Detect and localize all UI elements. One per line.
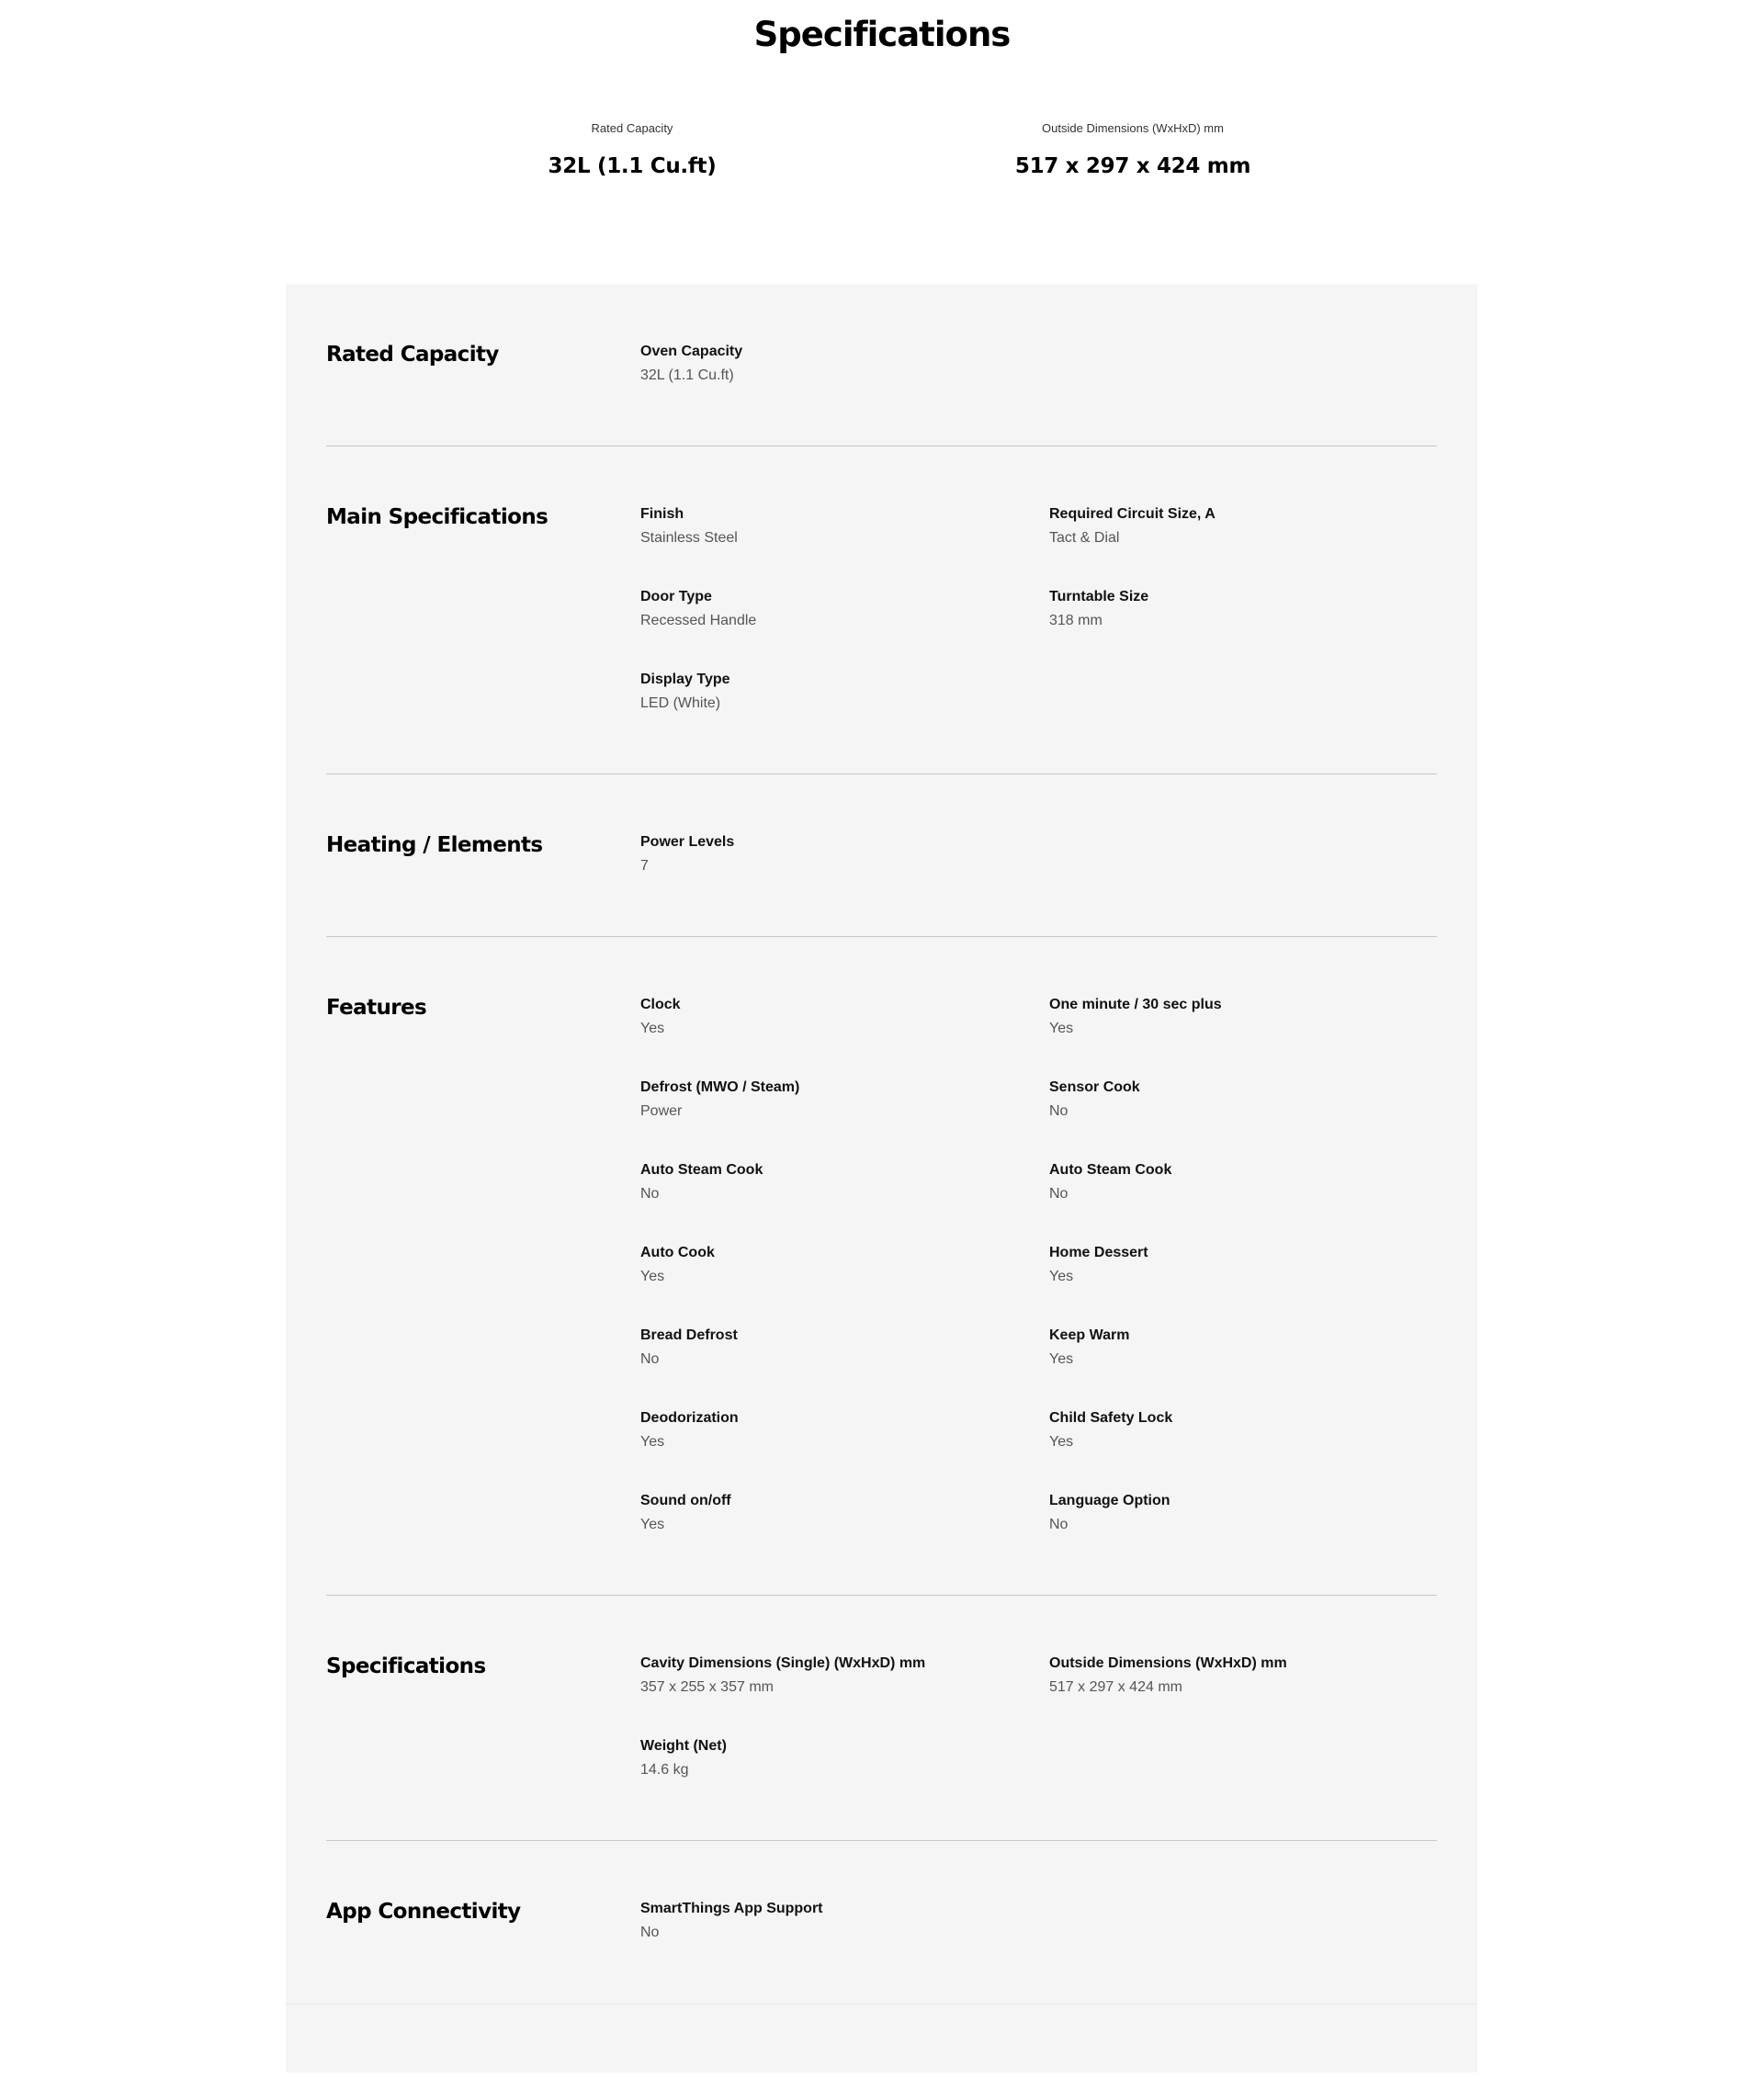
- spec-group-rated-capacity: [326, 284, 1437, 446]
- summary-item-outside-dimensions: [940, 119, 1326, 182]
- group-title: Main Specifications: [326, 505, 548, 529]
- spec-label: Display Type: [640, 672, 730, 687]
- spec-value: Yes: [640, 1517, 665, 1532]
- spec-label: Auto Cook: [640, 1245, 715, 1260]
- spec-item: [640, 669, 1026, 715]
- spec-group-specifications: [326, 1596, 1437, 1841]
- spec-label: Weight (Net): [640, 1738, 727, 1754]
- spec-value: 357 x 255 x 357 mm: [640, 1679, 774, 1695]
- spec-value: LED (White): [640, 695, 721, 711]
- spec-item: [640, 1325, 1026, 1371]
- summary-value: 32L (1.1 Cu.ft): [548, 154, 717, 178]
- spec-label: Home Dessert: [1049, 1245, 1148, 1260]
- spec-value: Yes: [640, 1021, 665, 1036]
- spec-item: [1049, 994, 1435, 1040]
- spec-value: Yes: [1049, 1269, 1074, 1284]
- spec-value: No: [1049, 1186, 1069, 1202]
- spec-item: [640, 1653, 1026, 1699]
- spec-item: [640, 1242, 1026, 1288]
- spec-value: 32L (1.1 Cu.ft): [640, 367, 734, 383]
- spec-label: Defrost (MWO / Steam): [640, 1079, 800, 1095]
- spec-label: Turntable Size: [1049, 589, 1149, 604]
- spec-value: No: [640, 1351, 660, 1367]
- spec-item: [1049, 1325, 1435, 1371]
- summary-label: Outside Dimensions (WxHxD) mm: [1042, 121, 1224, 135]
- spec-item: [1049, 1653, 1435, 1699]
- page-title: Specifications: [753, 15, 1011, 54]
- summary-value: 517 x 297 x 424 mm: [1014, 154, 1251, 178]
- spec-value: Yes: [640, 1434, 665, 1450]
- spec-item: [640, 1159, 1026, 1205]
- spec-label: Cavity Dimensions (Single) (WxHxD) mm: [640, 1655, 926, 1671]
- spec-label: SmartThings App Support: [640, 1901, 823, 1916]
- spec-item: [640, 503, 1026, 549]
- spec-value: No: [640, 1186, 660, 1202]
- spec-label: One minute / 30 sec plus: [1049, 997, 1222, 1012]
- spec-label: Outside Dimensions (WxHxD) mm: [1049, 1655, 1287, 1671]
- spec-item: [640, 586, 1026, 632]
- spec-value: 318 mm: [1049, 613, 1102, 628]
- spec-label: Deodorization: [640, 1410, 739, 1426]
- spec-item: [640, 831, 1026, 877]
- spec-group-heating-elements: [326, 774, 1437, 937]
- group-title: Rated Capacity: [326, 343, 499, 367]
- spec-panel: [286, 284, 1477, 2072]
- spec-group-features: [326, 937, 1437, 1596]
- spec-value: No: [1049, 1103, 1069, 1119]
- spec-summary: [0, 119, 1764, 193]
- spec-item: [1049, 586, 1435, 632]
- spec-label: Finish: [640, 506, 684, 522]
- spec-item: [1049, 1077, 1435, 1123]
- spec-group-app-connectivity: [326, 1841, 1437, 2003]
- spec-item: [640, 1735, 1026, 1781]
- spec-value: Yes: [1049, 1021, 1074, 1036]
- spec-label: Bread Defrost: [640, 1327, 738, 1343]
- spec-label: Required Circuit Size, A: [1049, 506, 1216, 522]
- spec-label: Sensor Cook: [1049, 1079, 1140, 1095]
- spec-value: 517 x 297 x 424 mm: [1049, 1679, 1182, 1695]
- spec-item: [1049, 1159, 1435, 1205]
- spec-value: 7: [640, 858, 649, 874]
- spec-label: Keep Warm: [1049, 1327, 1130, 1343]
- spec-value: No: [640, 1925, 660, 1940]
- spec-value: Tact & Dial: [1049, 530, 1120, 546]
- spec-item: [640, 994, 1026, 1040]
- spec-value: Power: [640, 1103, 683, 1119]
- spec-item: [640, 1490, 1026, 1536]
- spec-item: [640, 1407, 1026, 1453]
- group-title: Specifications: [326, 1654, 486, 1678]
- spec-label: Sound on/off: [640, 1493, 731, 1508]
- spec-value: No: [1049, 1517, 1069, 1532]
- spec-label: Power Levels: [640, 834, 735, 850]
- spec-value: 14.6 kg: [640, 1762, 689, 1778]
- spec-item: [1049, 1407, 1435, 1453]
- spec-item: [1049, 503, 1435, 549]
- group-title: Heating / Elements: [326, 833, 543, 857]
- spec-label: Door Type: [640, 589, 712, 604]
- spec-item: [640, 1898, 1026, 1944]
- group-title: App Connectivity: [326, 1900, 521, 1924]
- spec-label: Clock: [640, 997, 681, 1012]
- spec-value: Stainless Steel: [640, 530, 738, 546]
- spec-value: Yes: [1049, 1434, 1074, 1450]
- summary-label: Rated Capacity: [591, 121, 673, 135]
- spec-label: Auto Steam Cook: [1049, 1162, 1172, 1178]
- spec-value: Yes: [640, 1269, 665, 1284]
- spec-label: Child Safety Lock: [1049, 1410, 1173, 1426]
- spec-label: Language Option: [1049, 1493, 1170, 1508]
- summary-item-rated-capacity: [439, 119, 825, 182]
- spec-item: [1049, 1242, 1435, 1288]
- spec-label: Auto Steam Cook: [640, 1162, 763, 1178]
- spec-label: Oven Capacity: [640, 344, 743, 359]
- spec-group-main-specifications: [326, 446, 1437, 774]
- spec-item: [640, 1077, 1026, 1123]
- spec-value: Recessed Handle: [640, 613, 757, 628]
- spec-item: [640, 341, 1026, 387]
- spec-item: [1049, 1490, 1435, 1536]
- spec-value: Yes: [1049, 1351, 1074, 1367]
- group-title: Features: [326, 996, 427, 1020]
